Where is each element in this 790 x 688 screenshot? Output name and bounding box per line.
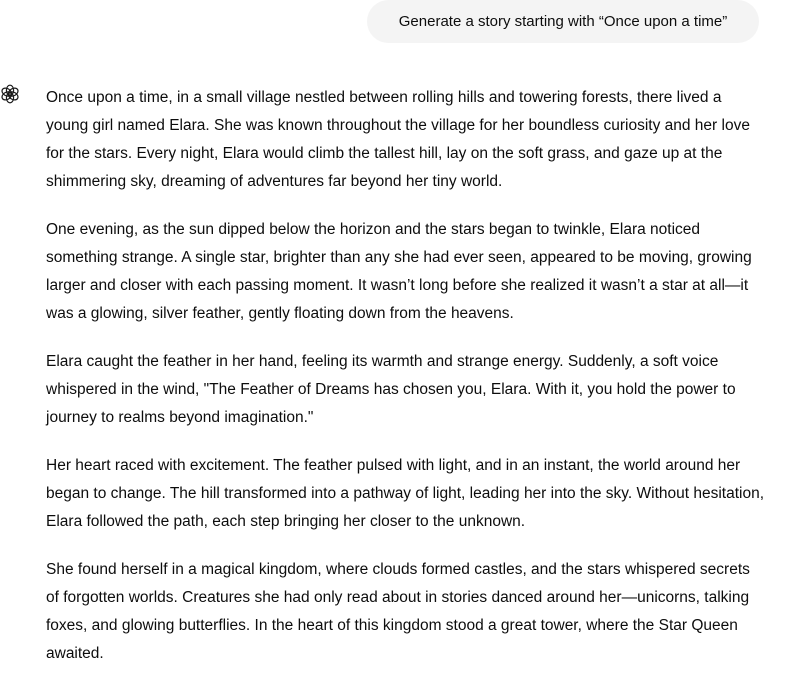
response-paragraph-3: Elara caught the feather in her hand, feeling its warmth and strange energy. Suddenly, a soft voice whispered in the wind, "The Feather of Dreams has chosen you, Elara. With it, you hold the power to journey to realms beyond imagination." [46, 353, 736, 426]
assistant-response [46, 84, 766, 688]
response-paragraph-1: Once upon a time, in a small village nestled between rolling hills and towering forests, there lived a young girl named Elara. She was known throughout the village for her boundless curiosity and her love for the stars. Every night, Elara would climb the tallest hill, lay on the soft grass, and gaze up at the shimmering sky, dreaming of adventures far beyond her tiny world. [46, 89, 750, 190]
openai-logo-icon [0, 84, 20, 104]
user-message-text: Generate a story starting with “Once upon a time” [398, 13, 728, 30]
response-paragraph-4: Her heart raced with excitement. The feather pulsed with light, and in an instant, the world around her began to change. The hill transformed into a pathway of light, leading her into the sky. Without hesitation, Elara followed the path, each step bringing her closer to the unknown. [46, 457, 765, 530]
user-message-bubble [367, 0, 759, 43]
response-paragraph-2: One evening, as the sun dipped below the horizon and the stars began to twinkle, Elara noticed something strange. A single star, brighter than any she had ever seen, appeared to be moving, growing larger and closer with each passing moment. It wasn’t long before she realized it wasn’t a star at all—it was a glowing, silver feather, gently floating down from the heavens. [46, 221, 752, 322]
response-paragraph-5: She found herself in a magical kingdom, where clouds formed castles, and the stars whispered secrets of forgotten worlds. Creatures she had only read about in stories danced around her—unicorns, talking foxes, and glowing butterflies. In the heart of this kingdom stood a great tower, where the Star Queen awaited. [46, 561, 750, 662]
